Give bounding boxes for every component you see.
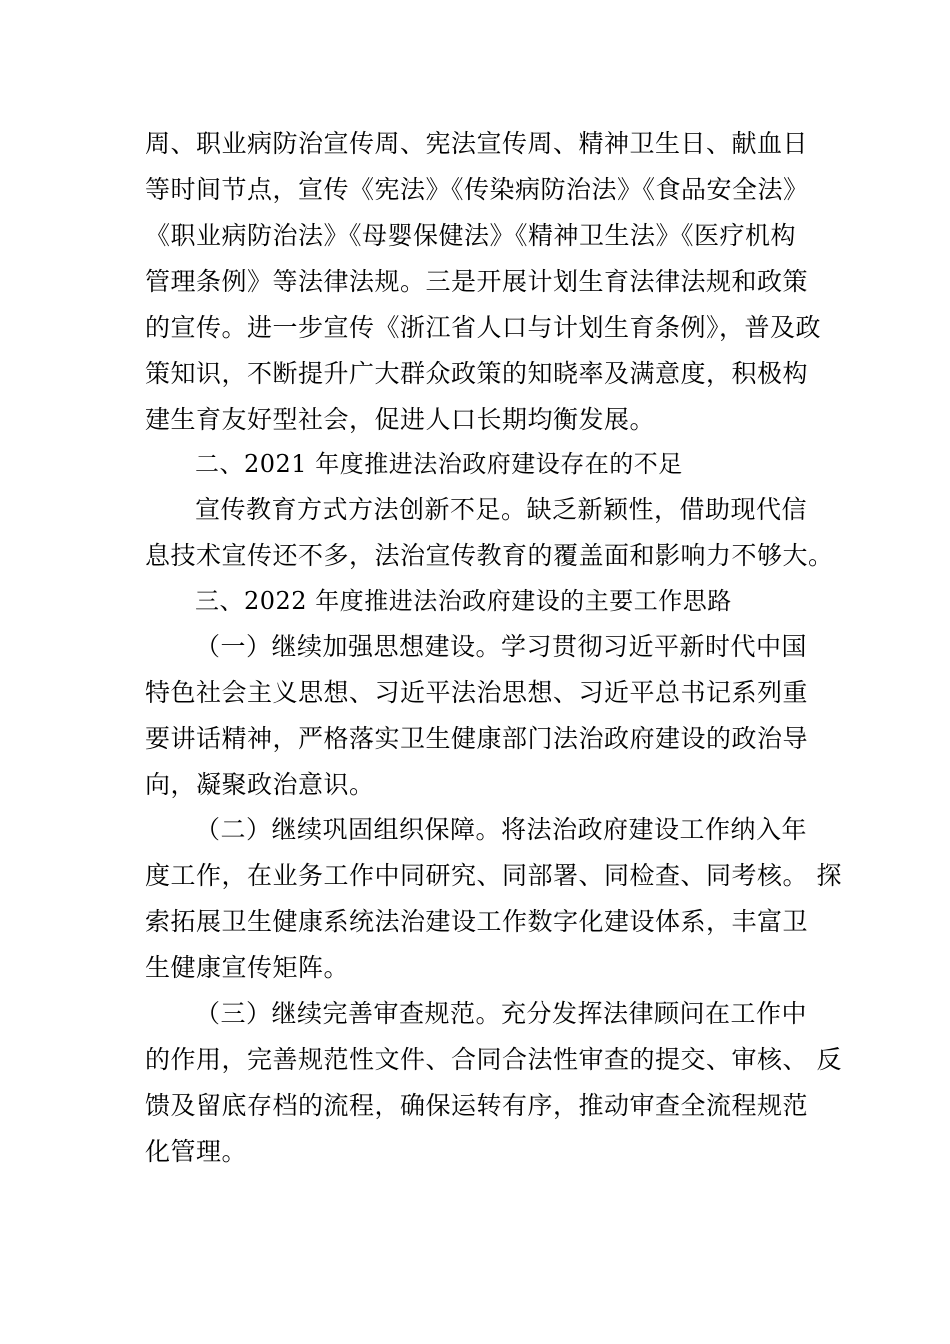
text-line: 的作用，完善规范性文件、合同合法性审查的提交、审核、 反 — [145, 1045, 842, 1074]
text-line: 馈及留底存档的流程，确保运转有序，推动审查全流程规范 — [145, 1091, 809, 1120]
text-line: （一）继续加强思想建设。学习贯彻习近平新时代中国 — [195, 632, 808, 661]
text-line: 《职业病防治法》《母婴保健法》《精神卫生法》《医疗机构 — [145, 221, 797, 250]
text-line: 建生育友好型社会，促进人口长期均衡发展。 — [145, 405, 656, 434]
text-line: 化管理。 — [145, 1137, 248, 1166]
text-line: 周、职业病防治宣传周、宪法宣传周、精神卫生日、献血日 — [145, 129, 809, 158]
text-line: 索拓展卫生健康系统法治建设工作数字化建设体系，丰富卫 — [145, 907, 809, 936]
section-heading-2: 二、2021 年度推进法治政府建设存在的不足 — [195, 450, 683, 478]
section-heading-3: 三、2022 年度推进法治政府建设的主要工作思路 — [195, 587, 732, 615]
text-line: 生健康宣传矩阵。 — [145, 953, 350, 982]
text-line: 宣传教育方式方法创新不足。缺乏新颖性，借助现代信 — [195, 495, 808, 524]
text-line: 度工作，在业务工作中同研究、同部署、同检查、同考核。 探 — [145, 861, 842, 890]
text-line: 策知识，不断提升广大群众政策的知晓率及满意度，积极构 — [145, 359, 809, 388]
text-line: 特色社会主义思想、习近平法治思想、习近平总书记系列重 — [145, 678, 809, 707]
text-line: 等时间节点，宣传《宪法》《传染病防治法》《食品安全法》 — [145, 175, 809, 204]
text-line: （二）继续巩固组织保障。将法治政府建设工作纳入年 — [195, 815, 808, 844]
text-line: 的宣传。进一步宣传《浙江省人口与计划生育条例》，普及政 — [145, 313, 822, 342]
text-line: 管理条例》等法律法规。三是开展计划生育法律法规和政策 — [145, 267, 809, 296]
text-line: 向，凝聚政治意识。 — [145, 770, 375, 799]
text-line: 要讲话精神，严格落实卫生健康部门法治政府建设的政治导 — [145, 724, 809, 753]
text-line: （三）继续完善审查规范。充分发挥法律顾问在工作中 — [195, 999, 808, 1028]
text-line: 息技术宣传还不多，法治宣传教育的覆盖面和影响力不够大。 — [145, 541, 834, 570]
